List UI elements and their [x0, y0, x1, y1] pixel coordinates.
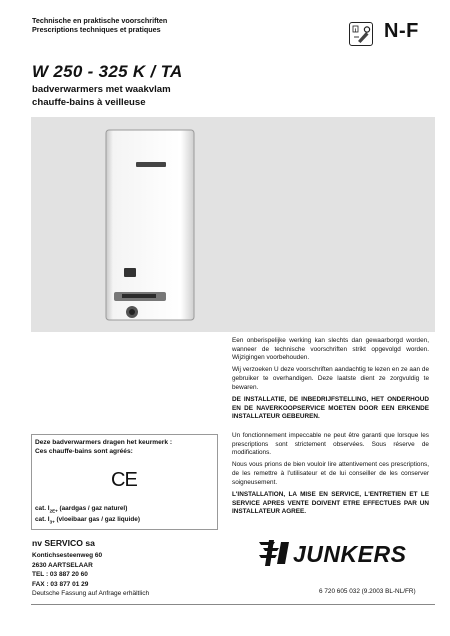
category-liquid-gas: cat. $I_{3+}$ (vloeibaar gas / gaz liquide): [35, 515, 140, 525]
header-line-fr: Prescriptions techniques et pratiques: [32, 24, 161, 34]
paragraph: Un fonctionnement impeccable ne peut être garanti que lorsque les prescriptions sont strictement observées. Sous réserve de modifications.: [232, 432, 429, 457]
translation-note: Deutsche Fassung auf Anfrage erhältlich: [32, 590, 150, 597]
paragraph: Nous vous prions de bien vouloir lire attentivement ces prescriptions, de les remettre à l'utilisateur et de lui conseiller de les conserver soigneusement.: [232, 461, 429, 486]
approval-line-fr: Ces chauffe-bains sont agréés:: [35, 447, 133, 455]
text-column-nl: [232, 337, 429, 425]
document-reference: 6 720 605 032 (9.2003 BL-NL/FR): [319, 588, 416, 595]
address-street: Kontichsesteenweg 60: [32, 552, 103, 559]
paragraph-bold: DE INSTALLATIE, DE INBEDRIJFSTELLING, HET ONDERHOUD EN DE NAVERKOOPSERVICE MOETEN DOOR EEN ERKENDE INSTALLATEUR GEBEUREN.: [232, 395, 429, 421]
company-name: nv SERVICO sa: [32, 538, 95, 548]
gas-categories: [35, 505, 140, 527]
subtitle-nl: badverwarmers met waakvlam: [32, 84, 171, 95]
language-code: N-F: [384, 20, 419, 42]
junkers-logo: [257, 538, 427, 573]
fax-number: FAX : 03 877 01 29: [32, 581, 89, 589]
subtitle: [32, 84, 171, 109]
bottom-rule: [31, 604, 435, 605]
paragraph-bold: L'INSTALLATION, LA MISE EN SERVICE, L'ENTRETIEN ET LE SERVICE APRES VENTE DOIVENT ETRE EFFECTUES PAR UN INSTALLATEUR AGREE.: [232, 490, 429, 516]
paragraph: Een onberispelijke werking kan slechts dan gewaarborgd worden, wanneer de technische voorschriften strikt opgevolgd worden. Wijzigingen voorbehouden.: [232, 337, 429, 362]
approval-box: [31, 434, 218, 530]
paragraph: Wij verzoeken U deze voorschriften aandachtig te lezen en ze aan de gebruiker te overhandigen. Deze laatste dient ze zorgvuldig te bewaren.: [232, 366, 429, 391]
product-photo: [31, 117, 435, 332]
water-heater-illustration: [104, 128, 196, 325]
subtitle-fr: chauffe-bains à veilleuse: [32, 96, 146, 108]
junkers-logo-icon: [259, 540, 289, 566]
company-address: [32, 551, 102, 590]
ce-mark: CE: [111, 469, 137, 491]
address-city: 2630 AARTSELAAR: [32, 561, 93, 569]
approval-text: [35, 439, 172, 456]
document-header: [32, 17, 167, 34]
category-natural-gas: cat. $I_{2E+}$ (aardgas / gaz naturel): [35, 505, 128, 514]
header-line-nl: Technische en praktische voorschriften: [32, 16, 168, 25]
installer-manual-icon: [349, 22, 373, 46]
text-column-fr: [232, 432, 429, 520]
approval-line-nl: Deze badverwarmers dragen het keurmerk :: [35, 439, 173, 446]
svg-text:i: i: [354, 28, 357, 34]
brand-wordmark: JUNKERS: [293, 541, 407, 567]
model-title: W 250 - 325 K / TA: [32, 62, 183, 81]
phone-number: TEL : 03 887 20 60: [32, 571, 88, 579]
